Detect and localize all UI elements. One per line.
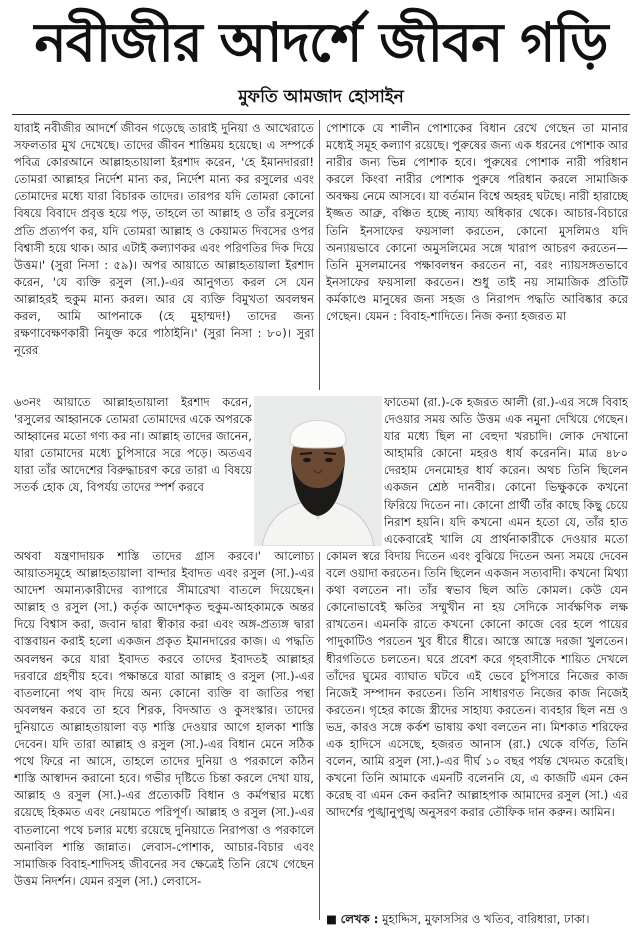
author-photo	[254, 396, 382, 546]
author-note	[326, 910, 628, 928]
column-right-middle	[384, 394, 628, 548]
article-byline: মুফতি আমজাদ হোসাইন	[238, 87, 404, 107]
author-note-bullet: ■	[326, 912, 337, 926]
paragraph-left-bottom: অথবা যন্ত্রণাদায়ক শাস্তি তাদের গ্রাস করবে।' আলোচ্য আয়াতসমূহে আল্লাহতায়ালা বান্দার ইবাদত এবং রসুল (সা.)-এর আদেশ অমান্যকারীদের ব্যাপারে সীমারেখা বাতলে দিয়েছেন। আল্লাহ ও রসুল (সা.) কর্তৃক আদেশকৃত হুকুম-আহকামকে অন্তর দিয়ে বিশ্বাস করা, জবান দ্বারা স্বীকার করা এবং অঙ্গ-প্রত্যঙ্গ দ্বারা বাস্তবায়ন করাই হলো একজন প্রকৃত ইমানদারের কাজ। এ পদ্ধতি অবলম্বন করে যারা ইবাদত করবে তাদের ইবাদতই আল্লাহর দরবারে গ্রহণীয় হবে। পক্ষান্তরে যারা আল্লাহ ও রসুল (সা.)-এর বাতলানো পথ বাদ দিয়ে অন্য কোনো ব্যক্তি বা জাতির পন্থা অবলম্বন করবে তা হবে শিরক, বিদআত ও কুসংস্কার। তাদের দুনিয়াতে আল্লাহতায়ালা বড় শাস্তি দেওয়ার আগে হালকা শাস্তি দেবেন। যদি তারা আল্লাহ ও রসুল (সা.)-এর বিধান মেনে সঠিক পথে ফিরে না আসে, তাহলে তাদের দুনিয়া ও পরকালে কঠিন শাস্তি আস্বাদন করানো হবে। গভীর দৃষ্টিতে চিন্তা করলে দেখা যায়, আল্লাহ ও রসুল (সা.)-এর প্রত্যেকটি বিধান ও কর্মপন্থার মধ্যে রয়েছে হিকমত এবং নেয়ামতে পরিপূর্ণ। আল্লাহ ও রসুল (সা.)-এর বাতলানো পথে চলার মধ্যে রয়েছে দুনিয়াতে নিরাপত্তা ও পরকালে অনাবিল শান্তি জান্নাত। লেবাস-পোশাক, আচার-বিচার এবং সামাজিক বিবাহ-শাদিসহ জীবনের সব ক্ষেত্রেই তিনি রেখে গেছেন উত্তম নিদর্শন। যেমন রসুল (সা.) লেবাসে-	[14, 549, 314, 888]
column-divider-top	[319, 120, 320, 390]
header-rule	[12, 114, 630, 115]
column-divider-bottom	[319, 552, 320, 920]
article-title: নবীজীর আদর্শে জীবন গড়ি	[34, 11, 608, 74]
author-note-text: মুহাদ্দিস, মুফাসসির ও খতিব, বারিধারা, ঢাকা।	[382, 912, 590, 926]
column-right-top	[326, 120, 628, 394]
column-left-bottom	[14, 548, 314, 920]
column-right-bottom	[326, 548, 628, 908]
column-left-middle	[14, 394, 252, 548]
author-note-label: লেখক :	[340, 912, 379, 926]
paragraph-right-middle: ফাতেমা (রা.)-কে হজরত আলী (রা.)-এর সঙ্গে বিবাহ দেওয়ার সময় অতি উত্তম এক নমুনা দেখিয়ে গেছেন। যার মধ্যে ছিল না বেহুদা খরচাদি। লোক দেখানো আহামরি কোনো মহরও ধার্য করেননি। মাত্র ৪৮০ দেরহাম দেনমোহর ধার্য করেন। অথচ তিনি ছিলেন একজন শ্রেষ্ঠ দানবীর। কোনো ভিক্ষুককে কখনো ফিরিয়ে দিতেন না। কোনো প্রার্থী তাঁর কাছে কিছু চেয়ে নিরাশ হয়নি। যদি কখনো এমন হতো যে, তাঁর হাত একেবারেই খালি যে প্রার্থনাকারীকে দেওয়ার মতো	[384, 395, 628, 546]
paragraph-left-top: যারাই নবীজীর আদর্শে জীবন গড়েছে তারাই দুনিয়া ও আখেরাতে সফলতার মুখ দেখেছে। তাদের জীবন শান্তিময় হয়েছে। এ সম্পর্কে পবিত্র কোরআনে আল্লাহতায়ালা ইরশাদ করেন, 'হে ইমানদাররা! তোমরা আল্লাহর নির্দেশ মান্য কর, নির্দেশ মান্য কর রসুলের এবং তোমাদের মধ্যে যারা বিচারক তাদের। তারপর যদি তোমরা কোনো বিষয়ে বিবাদে প্রবৃত্ত হয়ে পড়, তাহলে তা আল্লাহ ও তাঁর রসুলের প্রতি প্রত্যর্পণ কর, যদি তোমরা আল্লাহ ও কেয়ামত দিবসের ওপর বিশ্বাসী হয়ে থাক। আর এটাই কল্যাণকর এবং পরিণতির দিক দিয়ে উত্তম।' (সুরা নিসা : ৫৯)। অপর আয়াতে আল্লাহতায়ালা ইরশাদ করেন, 'যে ব্যক্তি রসুল (সা.)-এর আনুগত্য করল সে যেন আল্লাহরই হুকুম মান্য করল। আর যে ব্যক্তি বিমুখতা অবলম্বন করল, আমি আপনাকে (হে মুহাম্মদ!) তাদের জন্য রক্ষণাবেক্ষণকারী নিযুক্ত করে পাঠাইনি।' (সুরা নিসা : ৮০)। সুরা নূরের	[14, 121, 314, 358]
paragraph-right-top: পোশাকে যে শালীন পোশাকের বিধান রেখে গেছেন তা মানার মধ্যেই সমূহ কল্যাণ রয়েছে। পুরুষের জন্য এক ধরনের পোশাক আর নারীর জন্য ভিন্ন পোশাক হবে। পুরুষের পোশাক নারী পরিধান করলে কিংবা নারীর পোশাক পুরুষে পরিধান করলে সামাজিক অবক্ষয় নেমে আসবে। যা বর্তমান বিশ্বে অহরহ ঘটছে। নারী হারাচ্ছে ইজ্জত আব্রু, বঞ্চিত হচ্ছে ন্যায্য অধিকার থেকে। আচার-বিচারে তিনি ইনসাফের ফয়সালা করতেন, কোনো মুসলিমও যদি অন্যায়ভাবে কোনো অমুসলিমের সঙ্গে খারাপ আচরণ করতেন— তিনি মুসলমানের পক্ষাবলম্বন করতেন না, বরং ন্যায়সঙ্গতভাবে ইনসাফের ফয়সালা করতেন। শুধু তাই নয় সামাজিক প্রতিটি কর্মকাণ্ডে মানুষের জন্য সহজ ও নিরাপদ পদ্ধতি আবিষ্কার করে গেছেন। যেমন : বিবাহ-শাদিতে। নিজ কন্যা হজরত মা	[326, 121, 628, 324]
column-left-top	[14, 120, 314, 394]
paragraph-right-bottom: কোমল স্বরে বিদায় দিতেন এবং বুঝিয়ে দিতেন অন্য সময়ে দেবেন বলে ওয়াদা করতেন। তিনি ছিলেন একজন সত্যবাদী। কখনো মিথ্যা কথা বলতেন না। তাঁর স্বভাব ছিল অতি কোমল। কেউ যেন কোনোভাবেই ক্ষতির সম্মুখীন না হয় সেদিকে সার্বক্ষণিক লক্ষ রাখতেন। এমনকি রাতে কখনো কোনো কাজে বের হলে পায়ের পাদুকাটিও পরতেন খুব ধীরে ধীরে। আস্তে আস্তে দরজা খুলতেন। ধীরগতিতে চলতেন। ঘরে প্রবেশ করে গৃহবাসীকে শায়িত দেখলে তাঁদের ঘুমের ব্যাঘাত ঘটবে এই ভেবে চুপিসারে নিজের কাজ নিজেই সম্পাদন করতেন। তিনি সাধারণত নিজের কাজ নিজেই করতেন। গৃহের কাজে স্ত্রীদের সাহায্য করতেন। ব্যবহার ছিল নম্র ও ভদ্র, কারও সঙ্গে কর্কশ ভাষায় কথা বলতেন না। মিশকাত শরিফের এক হাদিসে এসেছে, হজরত আনাস (রা.) থেকে বর্ণিত, তিনি বলেন, আমি রসুল (সা.)-এর দীর্ঘ ১০ বছর পর্যন্ত খেদমত করেছি। কখনো তিনি আমাকে এমনটি বলেননি যে, এ কাজটি এমন কেন করেছ বা এমন কেন করনি? আল্লাহপাক আমাদের রসুল (সা.) এর আদর্শের পুঙ্খানুপুঙ্খ অনুসরণ করার তৌফিক দান করুন। আমিন।	[326, 549, 628, 820]
author-portrait-icon	[254, 396, 382, 546]
paragraph-left-middle: ৬৩নং আয়াতে আল্লাহতায়ালা ইরশাদ করেন, 'রসুলের আহ্বানকে তোমরা তোমাদের একে অপরকে আহ্বানের মতো গণ্য কর না। আল্লাহ তাদের জানেন, যারা তোমাদের মধ্যে চুপিসারে সরে পড়ে। অতএব যারা তাঁর আদেশের বিরুদ্ধাচরণ করে তারা এ বিষয়ে সতর্ক হোক যে, বিপর্যয় তাদের স্পর্শ করবে	[14, 395, 252, 495]
